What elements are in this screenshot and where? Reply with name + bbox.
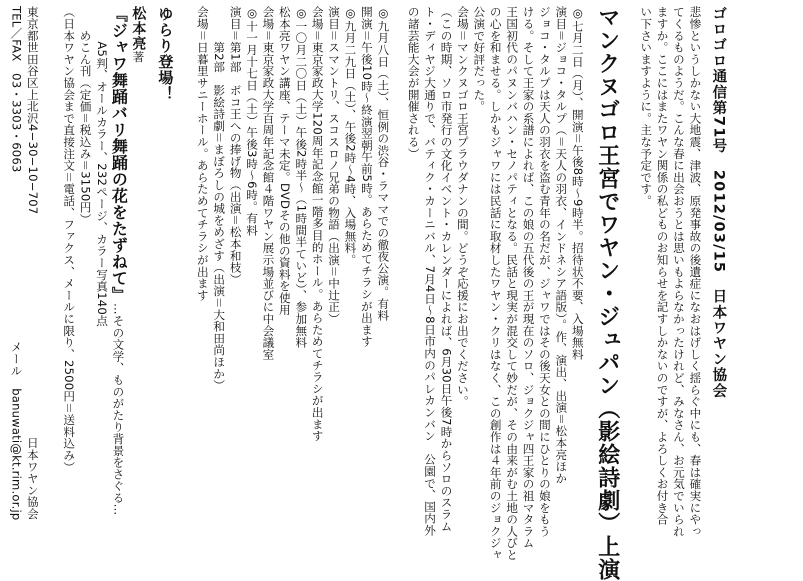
schedule-line: 演目＝スマントリ、スコスロノ兄弟の物語（出演＝中辻正） <box>327 6 342 325</box>
main-event-line: （この時期、ソロ市発行の文化イベント・カレンダーによれば、6月30日午後7時からソロのスラム <box>439 6 454 532</box>
schedule-line: 会場＝日暮里サニーホール。あらためてチラシが出ます <box>195 6 210 301</box>
book-author <box>126 6 150 520</box>
book-tagline: …その文学、ものがたり背景をさぐる… <box>111 303 126 516</box>
footer-row-1 <box>24 6 40 520</box>
book-author-name: 松本亮 <box>130 6 147 51</box>
main-event-line: 王国初代のパヌンバハン・セノパティとなる。民話と現実が混交して妙だが、その由来がむ土地の人びと <box>505 6 520 561</box>
schedule-line: ◎十一月十七日（土）午後3時〜6時。有料 <box>245 6 260 236</box>
spacer <box>180 6 194 520</box>
newsletter-title: ゴロゴロ通信第71号 2012/03/15 日本ワヤン協会 <box>710 6 727 399</box>
intro-line: ますか。ここにはまたワヤン関係の私どものお知らせを記すしかないのですが、よろしくお付き合 <box>655 6 670 526</box>
spacer <box>391 6 405 520</box>
intro-line: てくるものようだ。こんな春に出会おうとは思いもよらなかったけれど、みなさん、お元気でいられ <box>671 6 686 537</box>
main-event-line: 公演で好評だった。 <box>472 6 487 113</box>
book-specs: A5判、オールカラー、232ページ、カラー写真140点 <box>95 6 109 327</box>
book-publisher: めこん刊（定価＝税込み＝3150円） <box>78 6 93 226</box>
schedule-line: 演目＝第1部 ボコ王への捧げ物（出演＝松本和枝） <box>228 6 243 285</box>
spacer <box>624 6 638 520</box>
footer-telfax: TEL／FAX 03・3303・6063 <box>9 6 24 173</box>
intro-line: い下さいますように。主な予定です。 <box>639 6 654 207</box>
book-title: 『ジャワ舞踊バリ舞踊の花をたずねて』 <box>109 6 129 303</box>
schedule-line: 松本亮ワヤン講座、テーマ未定。DVDその他の資料を使用 <box>277 6 292 316</box>
main-event-line: の諸芸能大会が開催される） <box>406 6 421 160</box>
main-event-line: ◎七月二日（月）、開演＝午後8時〜9時半。招待状不要、入場無料 <box>570 6 585 360</box>
book-author-suffix: 著 <box>131 51 146 64</box>
footer-address: 東京都世田谷区上北沢4−30−10−707 <box>25 6 40 215</box>
book-title-line <box>109 6 129 520</box>
schedule-line: ◎九月八日（土）、恒例の渋谷・ラママでの徹夜公演。有料 <box>376 6 391 322</box>
main-event-line: 演目＝ジョコ・タルプ（＝天人の羽衣、インドネシア語版）。作、演出、出演＝松本亮ほか <box>554 6 569 484</box>
main-event-line: の心を和ませる。しかもジャワには民話に取材したワヤン・クリはなく、この創作は４年前のジョクジャ <box>488 6 503 561</box>
footer-mail: メール banuwati@kt.rim.or.jp <box>9 340 24 520</box>
schedule-line: 開演＝午後10時〜終演翌朝午前5時。あらためてチラシが出ます <box>359 6 374 348</box>
main-event-line: ト・ディヤジ大通りで、バティク・カーニバル、7月4日〜8日市内のパレカンバン 公園で、国内外 <box>423 6 438 537</box>
schedule-line: 会場＝東京家政大学百周年記念館４階ワヤン展示場並びに中会議室 <box>261 6 276 360</box>
book-order: （日本ワヤン協会まで直接注文＝電話、ファクス、メールに限り、2500円＝送料込み） <box>62 6 77 473</box>
main-event-line: ける。そして王家の系譜によれば、この娘の五代後の王が現在のソロ、ジョクジャ四王家の祖マタラム <box>521 6 536 549</box>
schedule-line: ◎一〇月二〇日（土）午後2時半〜（1時間半ていど）、参加無料 <box>294 6 309 349</box>
spacer <box>41 6 61 520</box>
schedule-line: ◎九月二九日（土）、午後2時〜4時、入場無料。 <box>343 6 358 266</box>
footer-row-2 <box>8 6 24 520</box>
book-announce: ゆらり登場！ <box>156 6 175 102</box>
main-event-headline: マンクヌゴロ王宮でワヤン・ジュパン（影絵詩劇）上演 <box>594 6 620 581</box>
schedule-line: 第2部 影絵詩劇＝まぼろしの城をめざす（出演＝大和田尚ほか） <box>212 6 227 392</box>
footer-org: 日本ワヤン協会 <box>25 437 40 520</box>
intro-line: 悲惨というしかない大地震、津波、原発事故の後遺症になおはげしく揺らぐ中にも、春は確実にやっ <box>688 6 703 537</box>
main-event-line: 会場＝マンクヌゴロ王宮プラウダナンの間。どうぞ応援にお出でください。 <box>455 6 470 408</box>
schedule-line: 会場＝東京家政大学120周年記念館一階多目的ホール。あらためてチラシが出ます <box>310 6 325 442</box>
main-event-line: ジョコ・タルプは天人の羽衣を盗む青年の名だが、ジャワではその後天女との間にひとりの娘をもう <box>537 6 552 537</box>
vertical-text-body <box>8 6 733 581</box>
